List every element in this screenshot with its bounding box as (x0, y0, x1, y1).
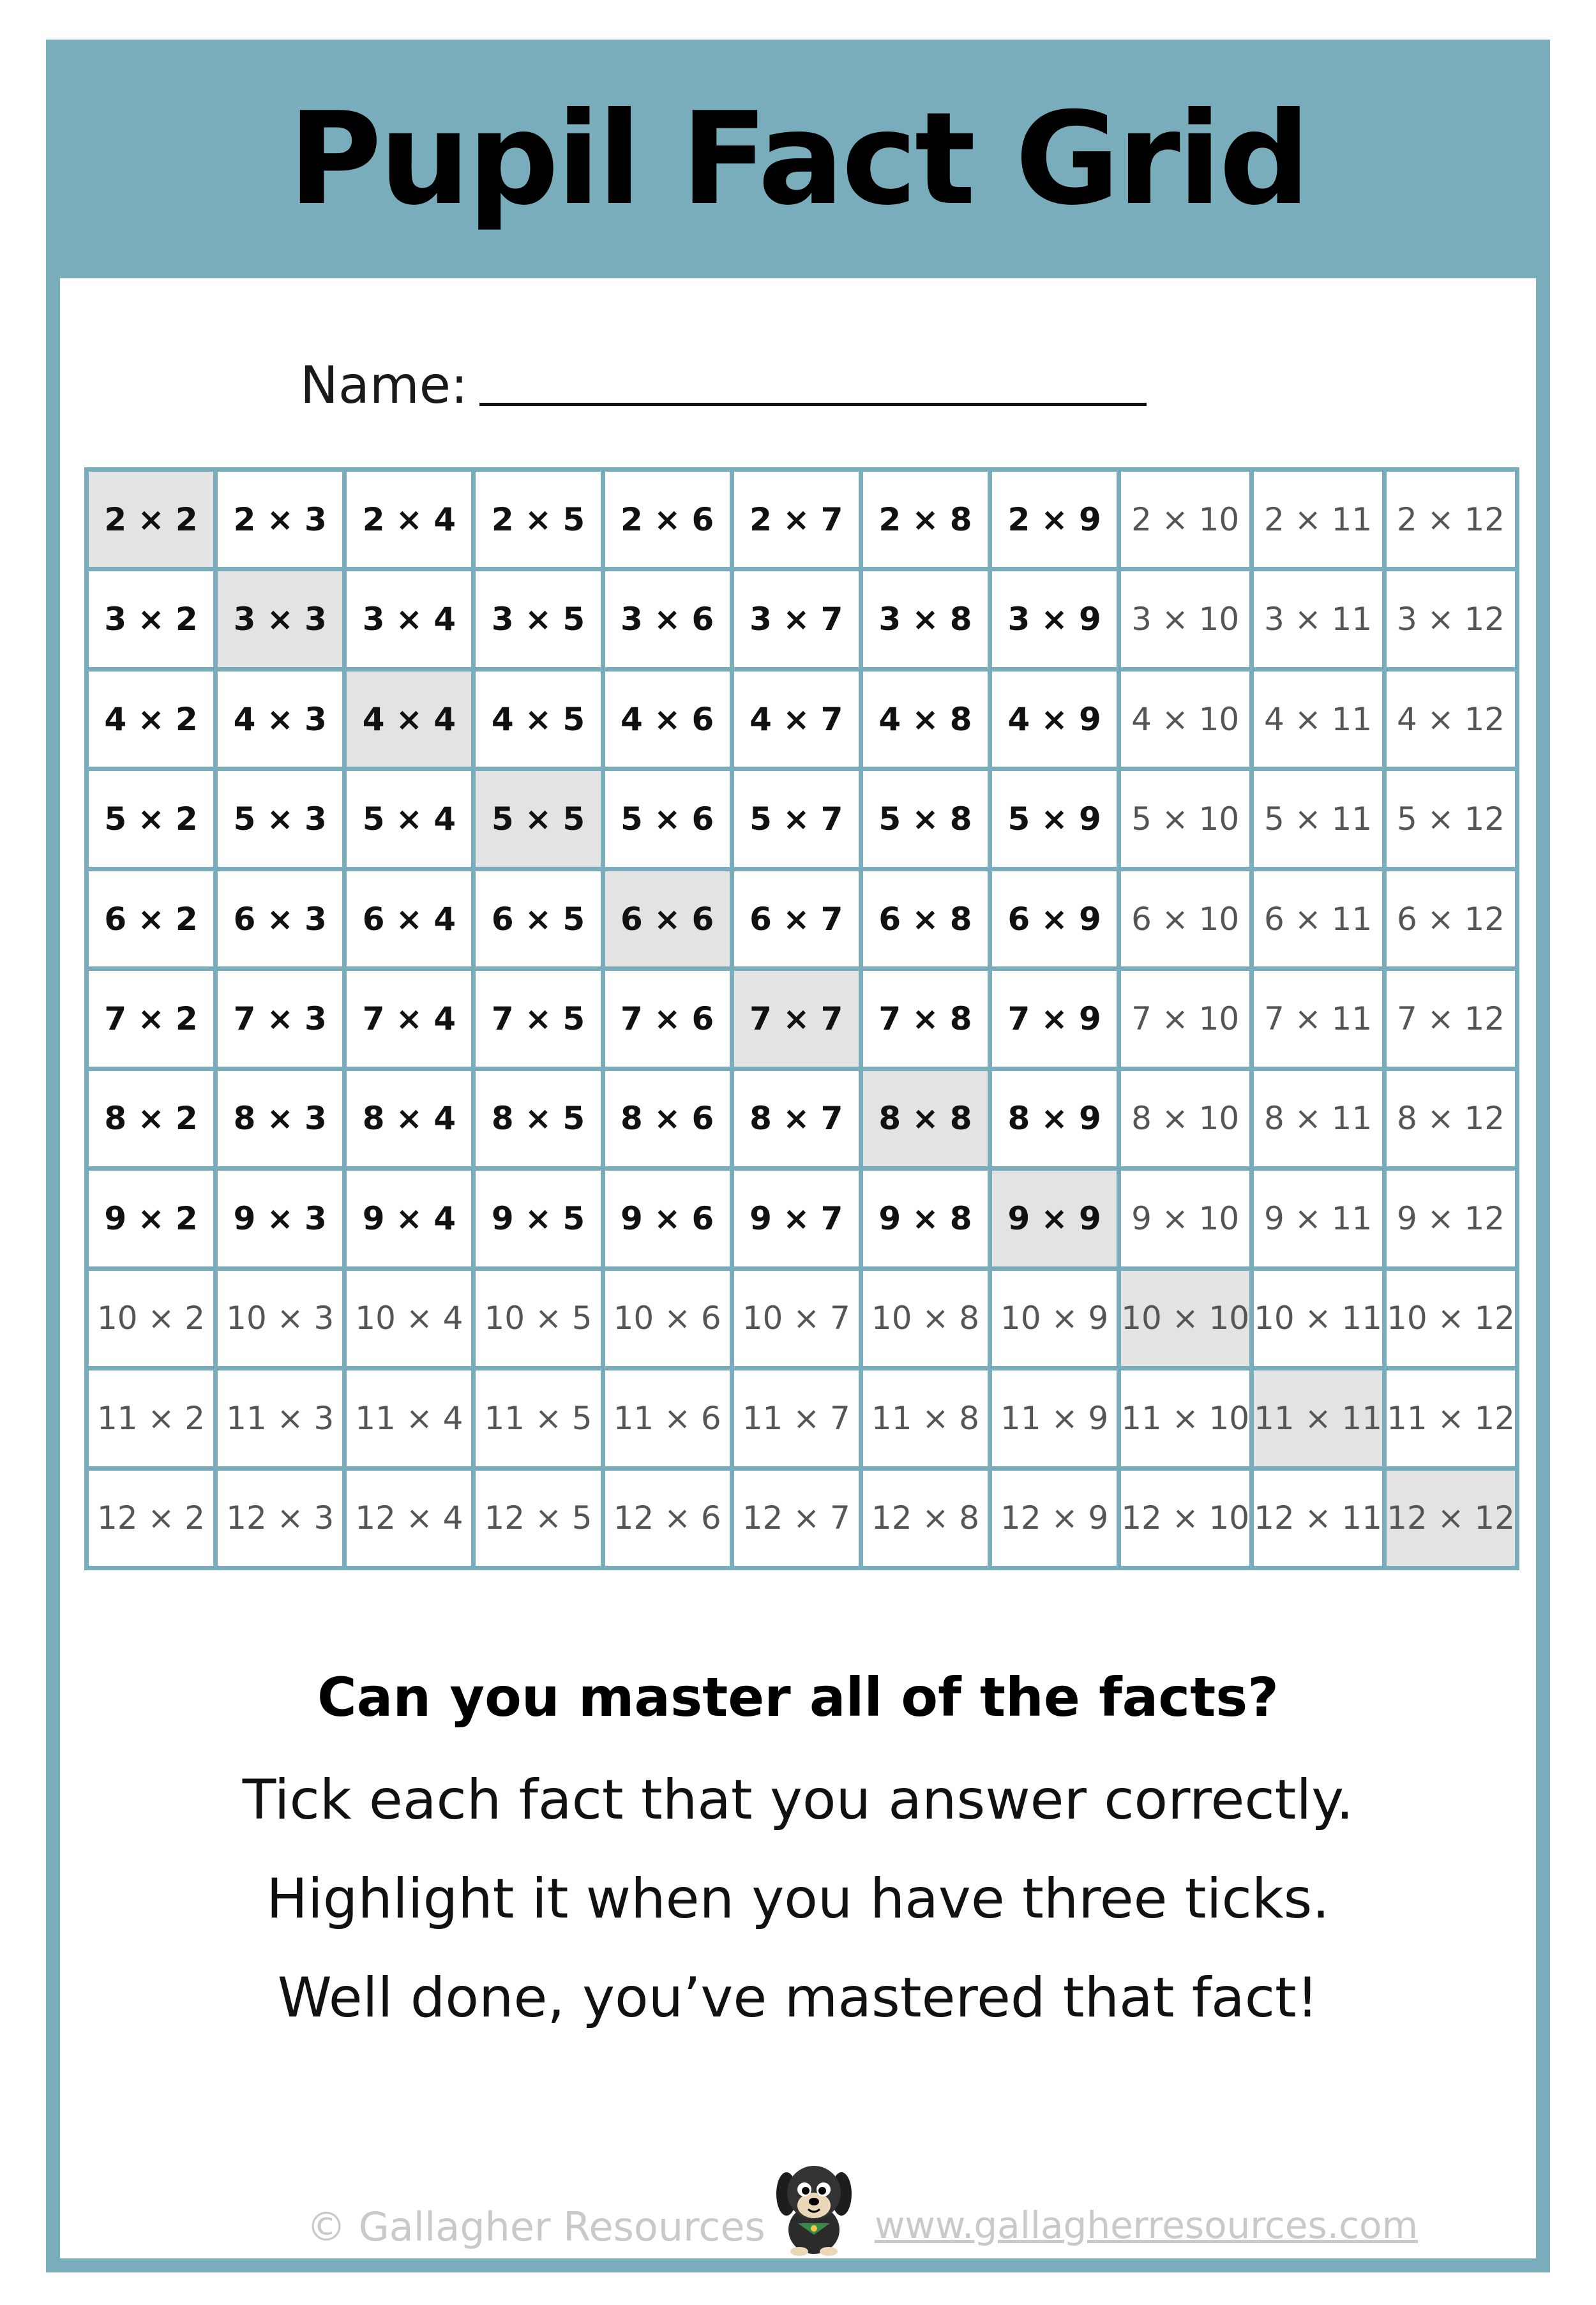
fact-cell[interactable]: 12 × 11 (1254, 1471, 1382, 1566)
fact-cell[interactable]: 9 × 2 (89, 1171, 213, 1266)
fact-cell[interactable]: 11 × 8 (863, 1370, 988, 1466)
fact-cell[interactable]: 9 × 5 (476, 1171, 600, 1266)
fact-cell[interactable]: 6 × 5 (476, 871, 600, 966)
fact-cell[interactable]: 12 × 7 (734, 1471, 859, 1566)
fact-cell[interactable]: 8 × 10 (1121, 1071, 1249, 1166)
fact-cell[interactable]: 6 × 2 (89, 871, 213, 966)
fact-cell[interactable]: 2 × 2 (89, 472, 213, 567)
fact-cell[interactable]: 10 × 2 (89, 1271, 213, 1366)
fact-cell[interactable]: 2 × 10 (1121, 472, 1249, 567)
fact-cell[interactable]: 9 × 7 (734, 1171, 859, 1266)
fact-cell[interactable]: 6 × 12 (1387, 871, 1515, 966)
fact-cell[interactable]: 8 × 9 (992, 1071, 1117, 1166)
fact-cell[interactable]: 3 × 9 (992, 571, 1117, 666)
footer-copyright: © Gallagher Resources (306, 2204, 765, 2250)
fact-cell[interactable]: 2 × 11 (1254, 472, 1382, 567)
fact-cell[interactable]: 2 × 6 (605, 472, 730, 567)
fact-cell[interactable]: 4 × 4 (347, 672, 471, 767)
fact-cell[interactable]: 7 × 8 (863, 971, 988, 1066)
fact-cell[interactable]: 7 × 5 (476, 971, 600, 1066)
fact-cell[interactable]: 7 × 3 (218, 971, 342, 1066)
fact-cell[interactable]: 12 × 4 (347, 1471, 471, 1566)
fact-cell[interactable]: 12 × 8 (863, 1471, 988, 1566)
fact-cell[interactable]: 11 × 3 (218, 1370, 342, 1466)
fact-cell[interactable]: 4 × 6 (605, 672, 730, 767)
fact-cell[interactable]: 3 × 12 (1387, 571, 1515, 666)
fact-cell[interactable]: 3 × 10 (1121, 571, 1249, 666)
fact-cell[interactable]: 2 × 12 (1387, 472, 1515, 567)
fact-cell[interactable]: 2 × 9 (992, 472, 1117, 567)
fact-grid (84, 467, 1519, 1570)
fact-cell[interactable]: 7 × 6 (605, 971, 730, 1066)
fact-cell[interactable]: 8 × 7 (734, 1071, 859, 1166)
fact-cell[interactable]: 4 × 11 (1254, 672, 1382, 767)
fact-cell[interactable]: 10 × 9 (992, 1271, 1117, 1366)
fact-cell[interactable]: 3 × 4 (347, 571, 471, 666)
fact-cell[interactable]: 3 × 7 (734, 571, 859, 666)
fact-cell[interactable]: 10 × 4 (347, 1271, 471, 1366)
fact-cell[interactable]: 6 × 9 (992, 871, 1117, 966)
fact-cell[interactable]: 9 × 6 (605, 1171, 730, 1266)
fact-cell[interactable]: 11 × 9 (992, 1370, 1117, 1466)
fact-cell[interactable]: 11 × 12 (1387, 1370, 1515, 1466)
fact-cell[interactable]: 6 × 10 (1121, 871, 1249, 966)
fact-cell[interactable]: 7 × 12 (1387, 971, 1515, 1066)
fact-cell[interactable]: 10 × 12 (1387, 1271, 1515, 1366)
fact-cell[interactable]: 7 × 9 (992, 971, 1117, 1066)
fact-cell[interactable]: 11 × 11 (1254, 1370, 1382, 1466)
fact-cell[interactable]: 3 × 11 (1254, 571, 1382, 666)
fact-cell[interactable]: 9 × 12 (1387, 1171, 1515, 1266)
fact-cell[interactable]: 7 × 10 (1121, 971, 1249, 1066)
fact-cell[interactable]: 9 × 3 (218, 1171, 342, 1266)
fact-cell[interactable]: 2 × 4 (347, 472, 471, 567)
fact-cell[interactable]: 8 × 8 (863, 1071, 988, 1166)
fact-cell[interactable]: 12 × 5 (476, 1471, 600, 1566)
fact-cell[interactable]: 12 × 3 (218, 1471, 342, 1566)
fact-cell[interactable]: 9 × 10 (1121, 1171, 1249, 1266)
name-row (300, 345, 1147, 415)
fact-cell[interactable]: 5 × 4 (347, 771, 471, 866)
fact-cell[interactable]: 9 × 11 (1254, 1171, 1382, 1266)
fact-cell[interactable]: 10 × 3 (218, 1271, 342, 1366)
fact-cell[interactable]: 2 × 3 (218, 472, 342, 567)
footer-website-link[interactable]: www.gallagherresources.com (875, 2204, 1419, 2247)
fact-cell[interactable]: 3 × 2 (89, 571, 213, 666)
fact-cell[interactable]: 5 × 11 (1254, 771, 1382, 866)
name-label: Name: (300, 356, 468, 415)
fact-cell[interactable]: 9 × 9 (992, 1171, 1117, 1266)
fact-cell[interactable]: 7 × 2 (89, 971, 213, 1066)
fact-cell[interactable]: 5 × 3 (218, 771, 342, 866)
fact-cell[interactable]: 11 × 6 (605, 1370, 730, 1466)
fact-cell[interactable]: 12 × 12 (1387, 1471, 1515, 1566)
fact-cell[interactable]: 11 × 10 (1121, 1370, 1249, 1466)
fact-cell[interactable]: 8 × 2 (89, 1071, 213, 1166)
fact-cell[interactable]: 4 × 7 (734, 672, 859, 767)
fact-cell[interactable]: 5 × 5 (476, 771, 600, 866)
fact-cell[interactable]: 11 × 5 (476, 1370, 600, 1466)
instruction-line: Highlight it when you have three ticks. (266, 1867, 1330, 1931)
fact-cell[interactable]: 5 × 12 (1387, 771, 1515, 866)
fact-cell[interactable]: 10 × 6 (605, 1271, 730, 1366)
fact-cell[interactable]: 11 × 4 (347, 1370, 471, 1466)
fact-cell[interactable]: 3 × 5 (476, 571, 600, 666)
fact-cell[interactable]: 5 × 8 (863, 771, 988, 866)
fact-cell[interactable]: 2 × 5 (476, 472, 600, 567)
fact-cell[interactable]: 4 × 10 (1121, 672, 1249, 767)
fact-cell[interactable]: 11 × 7 (734, 1370, 859, 1466)
fact-cell[interactable]: 5 × 6 (605, 771, 730, 866)
fact-cell[interactable]: 8 × 3 (218, 1071, 342, 1166)
instruction-line: Tick each fact that you answer correctly. (242, 1768, 1354, 1832)
fact-cell[interactable]: 4 × 8 (863, 672, 988, 767)
fact-cell[interactable]: 6 × 4 (347, 871, 471, 966)
fact-cell[interactable]: 4 × 12 (1387, 672, 1515, 767)
fact-cell[interactable]: 12 × 2 (89, 1471, 213, 1566)
fact-cell[interactable]: 6 × 11 (1254, 871, 1382, 966)
fact-cell[interactable]: 11 × 2 (89, 1370, 213, 1466)
fact-cell[interactable]: 4 × 9 (992, 672, 1117, 767)
fact-cell[interactable]: 5 × 7 (734, 771, 859, 866)
fact-cell[interactable]: 4 × 3 (218, 672, 342, 767)
fact-cell[interactable]: 10 × 7 (734, 1271, 859, 1366)
fact-cell[interactable]: 4 × 5 (476, 672, 600, 767)
fact-cell[interactable]: 10 × 8 (863, 1271, 988, 1366)
fact-cell[interactable]: 5 × 10 (1121, 771, 1249, 866)
fact-cell[interactable]: 5 × 2 (89, 771, 213, 866)
puppy-mascot-icon (772, 2154, 855, 2256)
fact-cell[interactable]: 10 × 10 (1121, 1271, 1249, 1366)
fact-cell[interactable]: 5 × 9 (992, 771, 1117, 866)
fact-cell[interactable]: 8 × 12 (1387, 1071, 1515, 1166)
fact-cell[interactable]: 2 × 8 (863, 472, 988, 567)
fact-cell[interactable]: 3 × 6 (605, 571, 730, 666)
page-title: Pupil Fact Grid (288, 84, 1308, 234)
fact-cell[interactable]: 12 × 10 (1121, 1471, 1249, 1566)
fact-cell[interactable]: 7 × 11 (1254, 971, 1382, 1066)
fact-cell[interactable]: 12 × 6 (605, 1471, 730, 1566)
fact-cell[interactable]: 9 × 8 (863, 1171, 988, 1266)
fact-cell[interactable]: 6 × 7 (734, 871, 859, 966)
fact-cell[interactable]: 6 × 6 (605, 871, 730, 966)
fact-cell[interactable]: 8 × 5 (476, 1071, 600, 1166)
question-heading: Can you master all of the facts? (317, 1666, 1279, 1729)
fact-cell[interactable]: 7 × 4 (347, 971, 471, 1066)
fact-cell[interactable]: 8 × 6 (605, 1071, 730, 1166)
fact-cell[interactable]: 12 × 9 (992, 1471, 1117, 1566)
fact-cell[interactable]: 10 × 5 (476, 1271, 600, 1366)
fact-cell[interactable]: 6 × 3 (218, 871, 342, 966)
fact-cell[interactable]: 3 × 3 (218, 571, 342, 666)
instruction-line: Well done, you’ve mastered that fact! (277, 1966, 1319, 2030)
fact-cell[interactable]: 4 × 2 (89, 672, 213, 767)
fact-cell[interactable]: 9 × 4 (347, 1171, 471, 1266)
fact-cell[interactable]: 6 × 8 (863, 871, 988, 966)
fact-cell[interactable]: 7 × 7 (734, 971, 859, 1066)
fact-cell[interactable]: 8 × 11 (1254, 1071, 1382, 1166)
fact-cell[interactable]: 10 × 11 (1254, 1271, 1382, 1366)
fact-cell[interactable]: 3 × 8 (863, 571, 988, 666)
name-field[interactable] (479, 403, 1147, 406)
fact-cell[interactable]: 8 × 4 (347, 1071, 471, 1166)
fact-cell[interactable]: 2 × 7 (734, 472, 859, 567)
